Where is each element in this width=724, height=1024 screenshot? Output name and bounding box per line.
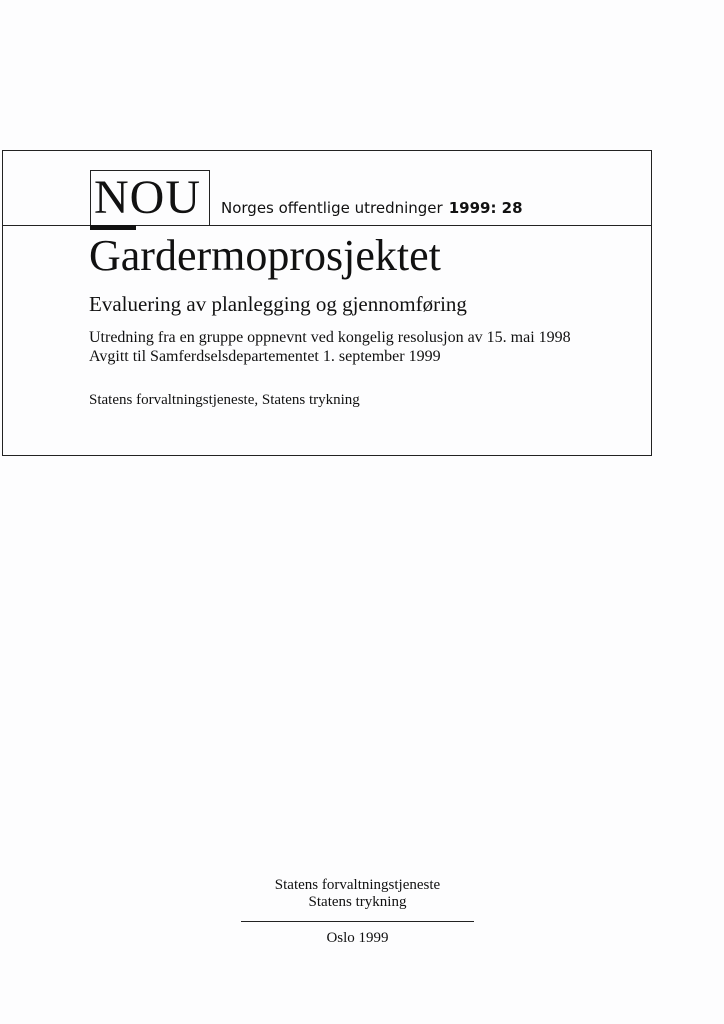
series-name: Norges offentlige utredninger bbox=[221, 199, 443, 217]
footer-publisher bbox=[241, 877, 474, 911]
footer-publisher-line-2: Statens trykning bbox=[308, 894, 407, 910]
nou-logo-underline bbox=[90, 225, 136, 230]
document-title: Gardermoprosjektet bbox=[89, 231, 441, 280]
series-number: 1999: 28 bbox=[448, 199, 523, 217]
series-line bbox=[221, 199, 523, 217]
footer-publisher-line-1: Statens forvaltningstjeneste bbox=[274, 877, 441, 893]
footer-place-year: Oslo 1999 bbox=[326, 930, 389, 946]
footer-divider bbox=[241, 921, 474, 922]
document-subtitle: Evaluering av planlegging og gjennomføring bbox=[89, 292, 467, 316]
publisher-info: Statens forvaltningstjeneste, Statens trykning bbox=[89, 392, 360, 408]
commission-info: Utredning fra en gruppe oppnevnt ved kongelig resolusjon av 15. mai 1998 bbox=[89, 329, 571, 346]
nou-logo: NOU bbox=[94, 171, 201, 224]
submission-info: Avgitt til Samferdselsdepartementet 1. september 1999 bbox=[89, 348, 441, 365]
